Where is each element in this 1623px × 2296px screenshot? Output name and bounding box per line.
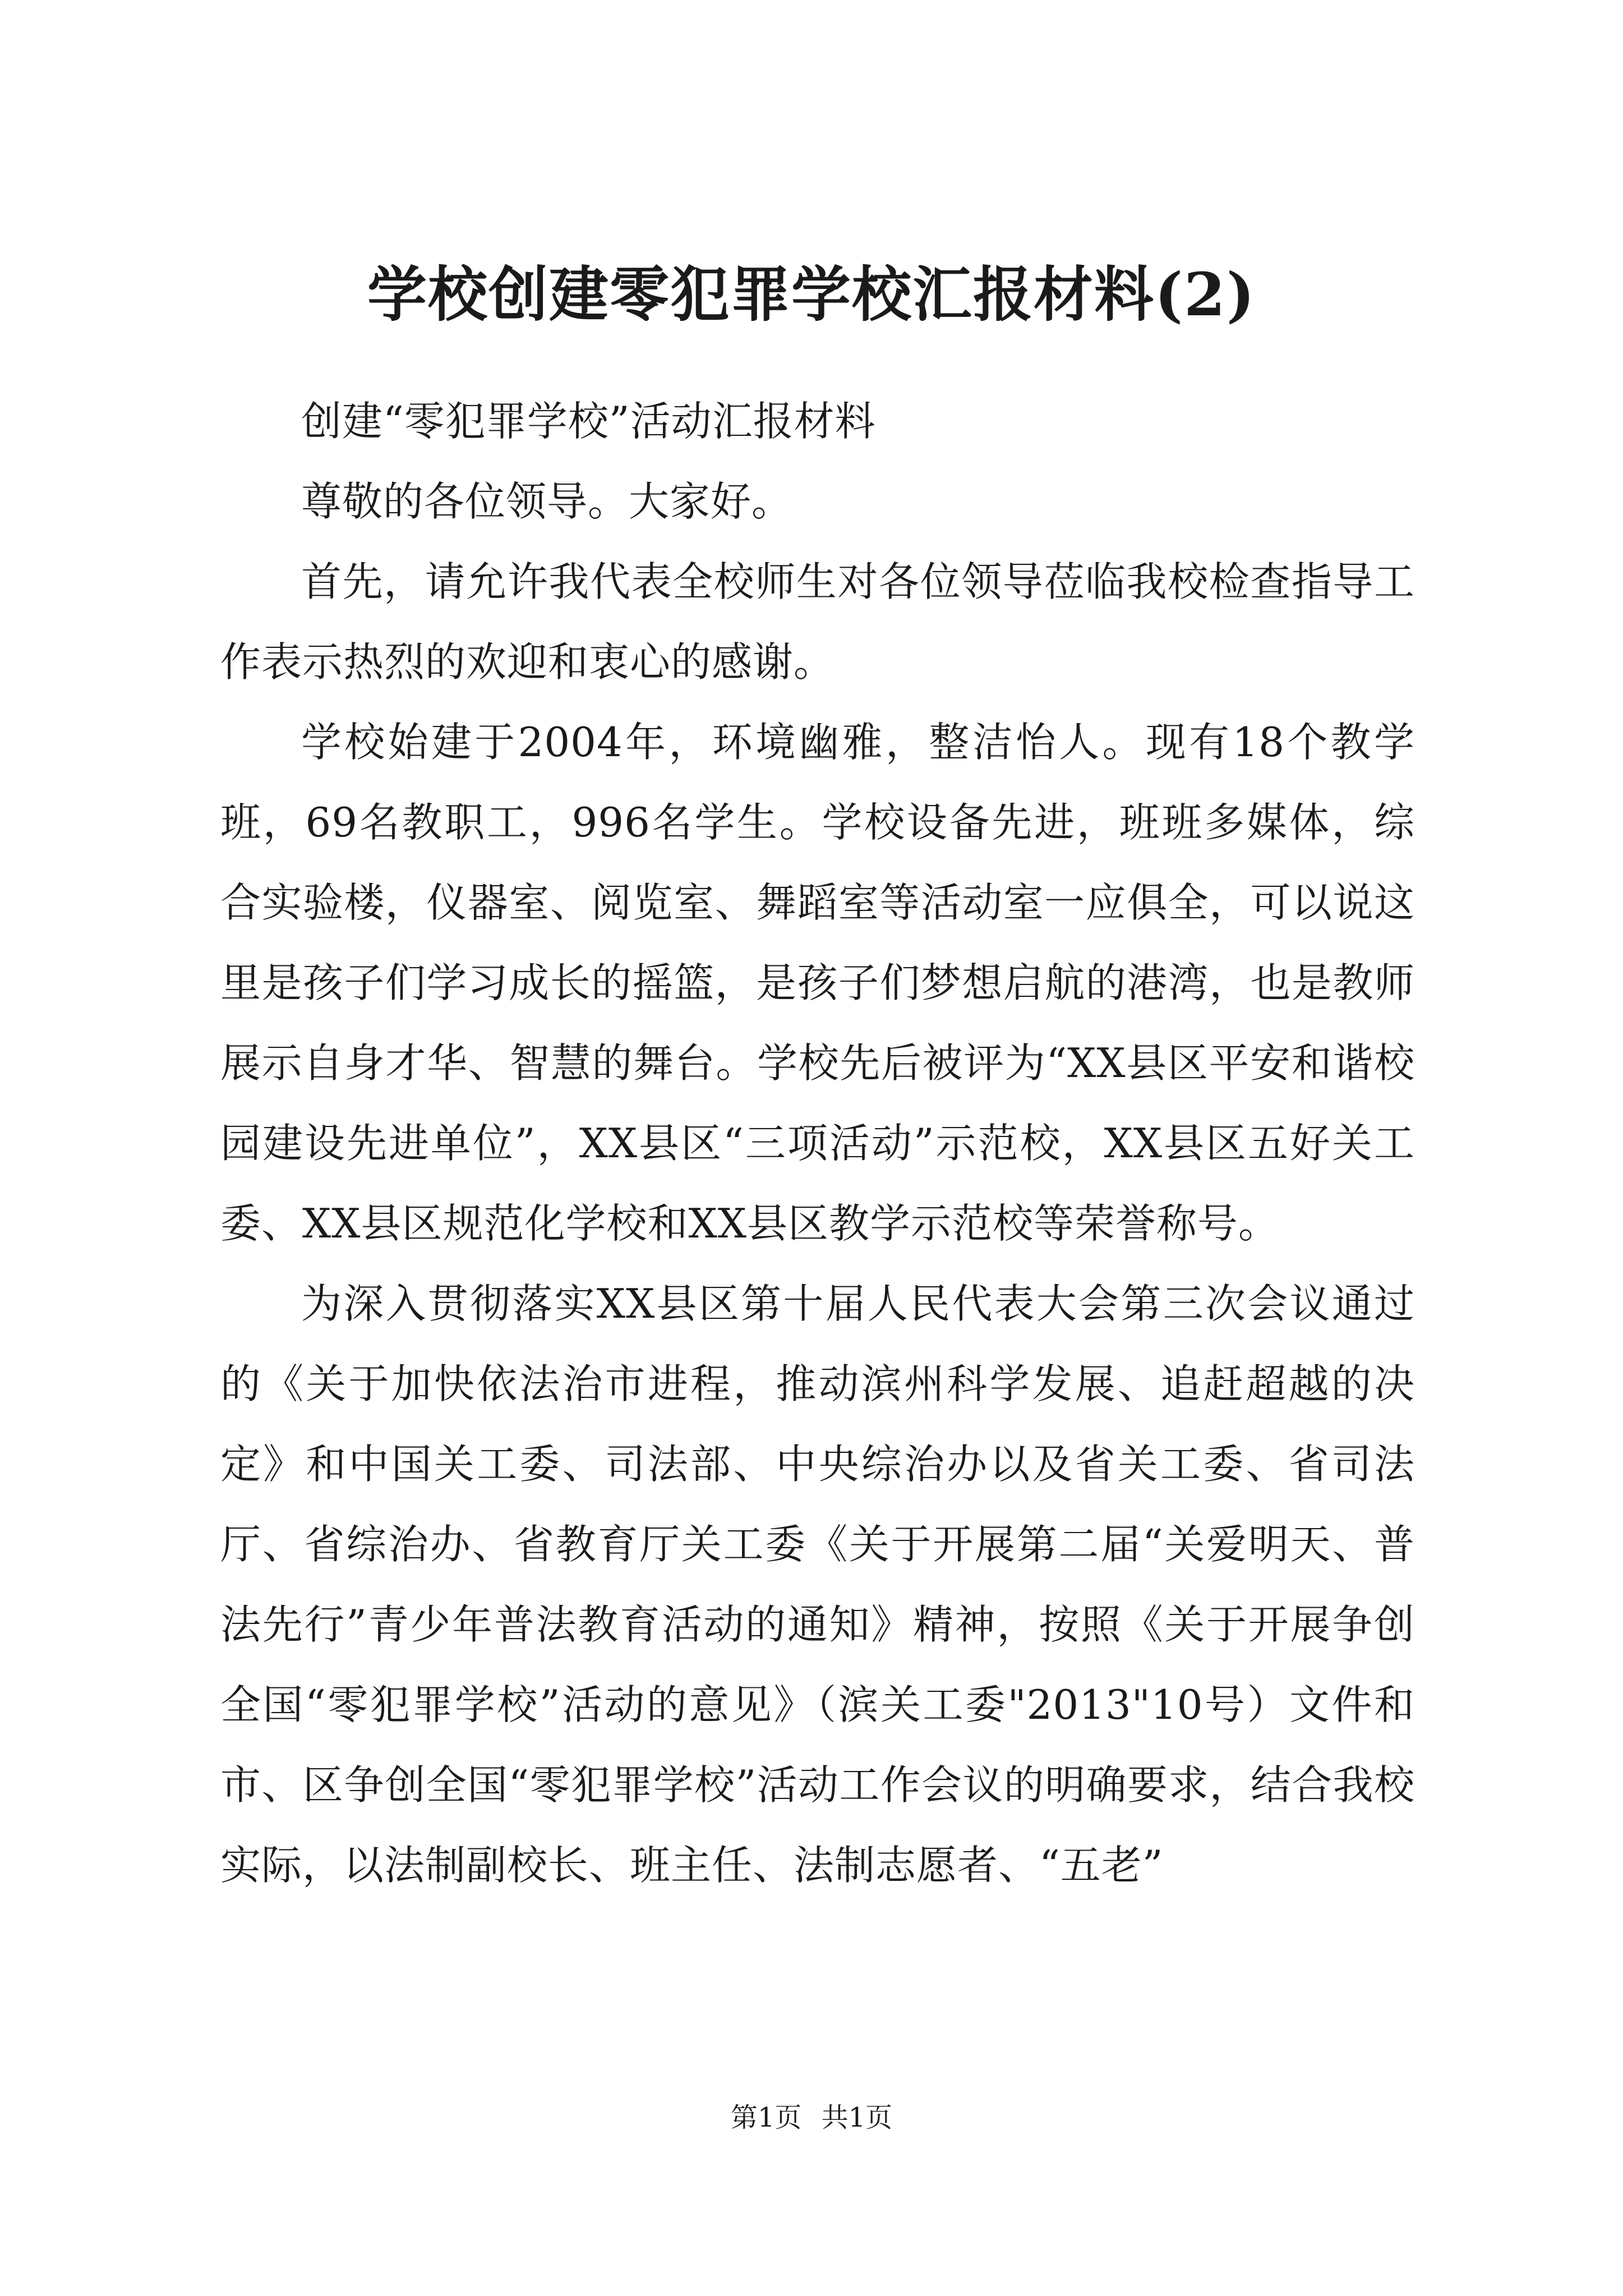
document-body xyxy=(220,381,1415,1906)
paragraph-welcome: 首先，请允许我代表全校师生对各位领导莅临我校检查指导工作表示热烈的欢迎和衷心的感谢。 xyxy=(220,558,1415,685)
page-total: 共1页 xyxy=(821,2102,893,2133)
page-number: 第1页 xyxy=(730,2102,802,2133)
document-title: 学校创建零犯罪学校汇报材料(2) xyxy=(367,259,1256,329)
paragraph-subtitle: 创建“零犯罪学校”活动汇报材料 xyxy=(301,398,876,445)
page-footer xyxy=(0,2098,1623,2137)
paragraph-school-intro: 学校始建于2004年，环境幽雅，整洁怡人。现有18个教学班，69名教职工，996名学生。学校设备先进，班班多媒体，综合实验楼，仪器室、阅览室、舞蹈室等活动室一应俱全，可以说这里是孩子们学习成长的摇篮，是孩子们梦想启航的港湾，也是教师展示自身才华、智慧的舞台。学校先后被评为“XX县区平安和谐校园建设先进单位”，XX县区“三项活动”示范校，XX县区五好关工委、XX县区规范化学校和XX县区教学示范校等荣誉称号。 xyxy=(220,719,1415,1247)
paragraph-implementation: 为深入贯彻落实XX县区第十届人民代表大会第三次会议通过的《关于加快依法治市进程，推动滨州科学发展、追赶超越的决定》和中国关工委、司法部、中央综治办以及省关工委、省司法厅、省综治办、省教育厅关工委《关于开展第二届“关爱明天、普法先行”青少年普法教育活动的通知》精神，按照《关于开展争创全国“零犯罪学校”活动的意见》（滨关工委"2013"10号）文件和市、区争创全国“零犯罪学校”活动工作会议的明确要求，结合我校实际，以法制副校长、班主任、法制志愿者、“五老” xyxy=(220,1280,1415,1889)
paragraph-greeting: 尊敬的各位领导。大家好。 xyxy=(301,478,793,525)
